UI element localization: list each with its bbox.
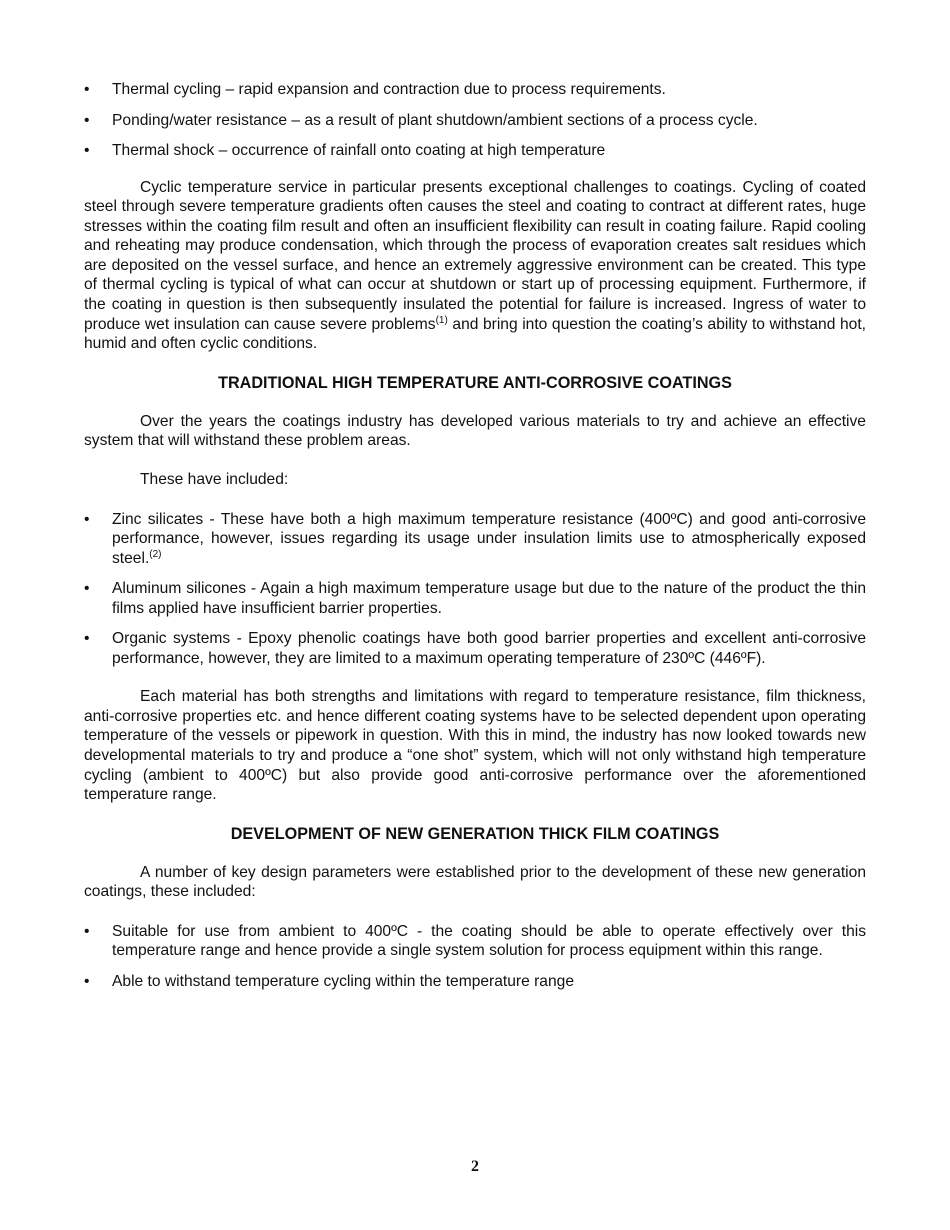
reference-1: (1) <box>435 314 448 326</box>
bullet-organic-systems: • Organic systems - Epoxy phenolic coatings have both good barrier properties and excellent anti-corrosive performance, however, they are limited to a maximum operating temperature of 230ºC (446ºF). <box>84 629 866 668</box>
bullet-zinc-silicates <box>84 510 866 569</box>
paragraph-these-have-included: These have included: <box>140 471 289 489</box>
bullet-aluminum-silicones: • Aluminum silicones - Again a high maximum temperature usage but due to the nature of the product the thin films applied have insufficient barrier properties. <box>84 579 866 618</box>
reference-2: (2) <box>149 548 162 560</box>
paragraph-over-the-years: Over the years the coatings industry has developed various materials to try and achieve an effective system that will withstand these problem areas. <box>84 412 866 450</box>
section-heading-development: DEVELOPMENT OF NEW GENERATION THICK FILM COATINGS <box>230 824 720 843</box>
bullet-ponding: • Ponding/water resistance – as a result of plant shutdown/ambient sections of a process cycle. <box>84 111 866 131</box>
paragraph-cyclic-text-a: Cyclic temperature service in particular presents exceptional challenges to coatings. Cycling of coated steel through severe temperature gradients often causes the steel and coating to contract at different rates, huge stresses within the coating film result and often an insufficient flexibility can result in coating failure. Rapid cooling and reheating may produce condensation, which through the process of evaporation creates salt residues which are deposited on the vessel surface, and hence an extremely aggressive environment can be created. This type of thermal cycling is typical of what can occur at shutdown or start up of processing equipment. Furthermore, if the coating in question is then subsequently insulated the potential for failure is increased. Ingress of water to produce wet insulation can cause severe problems <box>84 178 866 333</box>
paragraph-cyclic-service <box>84 178 866 354</box>
zinc-silicates-text: Zinc silicates - These have both a high maximum temperature resistance (400ºC) and good anti-corrosive performance, however, issues regarding its usage under insulation limits use to atmospherically exposed steel. <box>112 510 866 567</box>
section-heading-traditional: TRADITIONAL HIGH TEMPERATURE ANTI-CORROSIVE COATINGS <box>218 373 732 392</box>
bullet-thermal-cycling: • Thermal cycling – rapid expansion and contraction due to process requirements. <box>84 80 866 100</box>
bullet-temperature-cycling: • Able to withstand temperature cycling within the temperature range <box>84 972 866 992</box>
paragraph-cyclic-text-b: and bring into question the coating’s ability to withstand hot, humid and often cyclic conditions. <box>84 315 866 353</box>
page-content <box>84 78 866 991</box>
page-number: 2 <box>471 1158 479 1175</box>
paragraph-each-material: Each material has both strengths and limitations with regard to temperature resistance, film thickness, anti-corrosive properties etc. and hence different coating systems have to be selected dependent upon operating temperature of the vessels or pipework in question. With this in mind, the industry has now looked towards new developmental materials to try and produce a “one shot” system, which will not only withstand high temperature cycling (ambient to 400ºC) but also provide good anti-corrosive performance over the aforementioned temperature range. <box>84 688 866 804</box>
bullet-suitable-for-use: • Suitable for use from ambient to 400ºC - the coating should be able to operate effectively over this temperature range and hence provide a single system solution for process equipment within this range. <box>84 922 866 961</box>
paragraph-design-parameters: A number of key design parameters were established prior to the development of these new generation coatings, these included: <box>84 863 866 901</box>
bullet-thermal-shock: • Thermal shock – occurrence of rainfall onto coating at high temperature <box>84 141 866 161</box>
